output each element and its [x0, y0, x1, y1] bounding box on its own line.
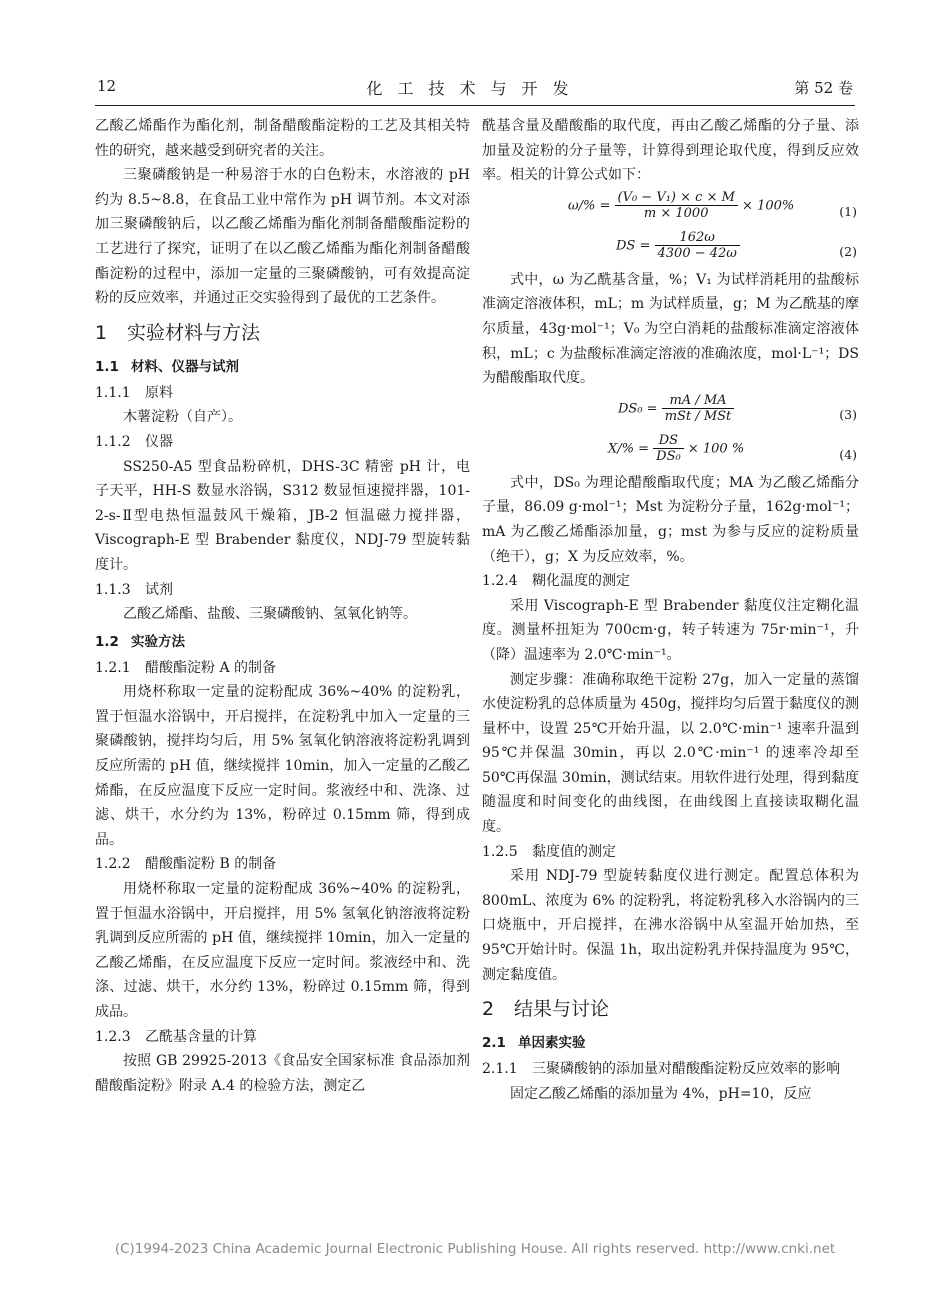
fraction [662, 393, 735, 425]
fraction [615, 190, 738, 222]
subsubsection-title: 试剂 [145, 581, 173, 598]
subsubsection-heading [482, 840, 859, 865]
subsubsection-title: 醋酸酯淀粉 B 的制备 [145, 856, 277, 873]
denominator: 4300 − 42ω [657, 245, 737, 261]
subsection-title: 材料、仪器与试剂 [131, 358, 239, 375]
numerator: 162ω [655, 230, 740, 246]
numerator: DS [653, 433, 684, 449]
subsubsection-title: 黏度值的测定 [532, 843, 616, 860]
equation-number: (4) [839, 446, 857, 462]
subsubsection-title: 原料 [145, 384, 173, 401]
right-column [482, 114, 859, 1106]
equation-number: (2) [839, 243, 857, 259]
paragraph: 式中，ω 为乙酰基含量，%；V₁ 为试样消耗用的盐酸标准滴定溶液体积，mL；m 为试样质量，g；M 为乙酰基的摩尔质量，43g·mol⁻¹；V₀ 为空白消耗的盐酸标准滴定溶液体积，mL；c 为盐酸标准滴定溶液的准确浓度，mol·L⁻¹；DS 为醋酸酯取代度。 [482, 271, 859, 387]
section-heading [482, 996, 859, 1022]
section-title: 实验材料与方法 [127, 321, 261, 344]
paragraph: 固定乙酸乙烯酯的添加量为 4%，pH=10，反应 [510, 1085, 812, 1102]
paragraph: 式中，DS₀ 为理论醋酸酯取代度；MA 为乙酸乙烯酯分子量，86.09 g·mol⁻¹；Mst 为淀粉分子量，162g·mol⁻¹；mA 为乙酸乙烯酯添加量，g；mst 为参与反应的淀粉质量（绝干），g；X 为反应效率，%。 [482, 474, 859, 565]
equation-lhs: DS = [616, 238, 651, 254]
denominator: m × 1000 [643, 205, 709, 221]
subsection-number: 1.2 [95, 633, 119, 650]
paragraph: 测定步骤：准确称取绝干淀粉 27g，加入一定量的蒸馏水使淀粉乳的总体质量为 450g，搅拌均匀后置于黏度仪的测量杯中，设置 25℃开始升温，以 2.0℃·min⁻¹ 速率升温到 95℃并保温 30min，再以 2.0℃·min⁻¹ 的速率冷却至 50℃再保温 30min，测试结束。用软件进行处理，得到黏度随温度和时间变化的曲线图，在曲线图上直接读取糊化温度。 [482, 671, 859, 836]
subsection-title: 单因素实验 [518, 1035, 586, 1052]
subsubsection-heading [95, 381, 470, 406]
paragraph: 酰基含量及醋酸酯的取代度，再由乙酸乙烯酯的分子量、添加量及淀粉的分子量等，计算得到理论取代度，得到反应效率。相关的计算公式如下： [482, 118, 859, 184]
subsection-heading [95, 355, 470, 379]
numerator: (V₀ − V₁) × c × M [615, 190, 738, 206]
equation-lhs: ω/% = [568, 198, 611, 214]
equation-number: (3) [839, 406, 857, 422]
equation-1 [482, 188, 859, 228]
section-number: 2 [482, 998, 495, 1021]
subsubsection-number: 1.2.2 [95, 856, 131, 873]
paragraph: 按照 GB 29925-2013《食品安全国家标准 食品添加剂醋酸酯淀粉》附录 A.4 的检验方法，测定乙 [95, 1053, 470, 1094]
paragraph: 乙酸乙烯酯、盐酸、三聚磷酸钠、氢氧化钠等。 [123, 606, 417, 623]
subsection-number: 1.1 [95, 358, 119, 375]
subsubsection-title: 三聚磷酸钠的添加量对醋酸酯淀粉反应效率的影响 [532, 1061, 840, 1078]
subsubsection-heading [482, 1057, 859, 1082]
subsubsection-number: 1.1.1 [95, 384, 131, 401]
subsubsection-heading [95, 656, 470, 681]
subsubsection-title: 仪器 [145, 433, 173, 450]
fraction [653, 433, 684, 465]
subsubsection-number: 2.1.1 [482, 1061, 518, 1078]
subsubsection-number: 1.1.2 [95, 433, 131, 450]
section-heading [95, 320, 470, 346]
equation-2 [482, 228, 859, 268]
paragraph: SS250-A5 型食品粉碎机，DHS-3C 精密 pH 计，电子天平，HH-S 数显水浴锅，S312 数显恒速搅拌器，101-2-s-Ⅱ型电热恒温鼓风干燥箱，JB-2 恒温磁力搅拌器，Viscograph-E 型 Brabender 黏度仪，NDJ-79 型旋转黏度计。 [95, 458, 470, 573]
subsection-heading [482, 1031, 859, 1055]
subsubsection-heading [95, 852, 470, 877]
section-title: 结果与讨论 [514, 998, 610, 1021]
subsubsection-heading [95, 578, 470, 603]
equation-tail: × 100% [742, 198, 795, 214]
equation-3 [482, 391, 859, 431]
subsection-title: 实验方法 [131, 633, 185, 650]
paragraph: 乙酸乙烯酯作为酯化剂，制备醋酸酯淀粉的工艺及其相关特性的研究，越来越受到研究者的关注。 [95, 118, 470, 159]
subsubsection-number: 1.2.4 [482, 573, 518, 590]
paragraph: 采用 Viscograph-E 型 Brabender 黏度仪注定糊化温度。测量杯扭矩为 700cm·g，转子转速为 75r·min⁻¹，升（降）温速率为 2.0℃·min⁻¹。 [482, 597, 859, 663]
equation-4 [482, 431, 859, 471]
subsection-heading [95, 630, 470, 654]
left-column [95, 114, 470, 1098]
section-number: 1 [95, 321, 108, 344]
subsubsection-number: 1.1.3 [95, 581, 131, 598]
equation-lhs: DS₀ = [618, 401, 658, 417]
subsubsection-title: 醋酸酯淀粉 A 的制备 [145, 659, 277, 676]
paragraph: 采用 NDJ-79 型旋转黏度仪进行测定。配置总体积为 800mL、浓度为 6% 的淀粉乳，将淀粉乳移入水浴锅内的三口烧瓶中，开启搅拌，在沸水浴锅中从室温开始加热，至 95℃开始计时。保温 1h，取出淀粉乳并保持温度为 95℃，测定黏度值。 [482, 868, 859, 983]
paragraph: 用烧杯称取一定量的淀粉配成 36%~40% 的淀粉乳，置于恒温水浴锅中，开启搅拌，在淀粉乳中加入一定量的三聚磷酸钠，搅拌均匀后，用 5% 氢氧化钠溶液将淀粉乳调到反应所需的 pH 值，继续搅拌 10min，加入一定量的乙酸乙烯酯，在反应温度下反应一定时间。浆液经中和、洗涤、过滤、烘干，水分约为 13%，粉碎过 0.15mm 筛，得到成品。 [95, 684, 470, 848]
subsubsection-number: 1.2.5 [482, 843, 518, 860]
subsubsection-title: 乙酰基含量的计算 [145, 1028, 257, 1045]
header-rule [95, 105, 855, 106]
numerator: mA / MA [662, 393, 735, 409]
page-number: 12 [97, 77, 117, 95]
journal-title: 化工技术与开发 [366, 79, 584, 98]
fraction [655, 230, 740, 262]
volume-label: 第 52 卷 [794, 79, 853, 97]
paragraph: 三聚磷酸钠是一种易溶于水的白色粉末，水溶液的 pH 约为 8.5~8.8，在食品工业中常作为 pH 调节剂。本文对添加三聚磷酸钠后，以乙酸乙烯酯为酯化剂制备醋酸酯淀粉的工艺进行了探究，证明了在以乙酸乙烯酯为酯化剂制备醋酸酯淀粉的过程中，添加一定量的三聚磷酸钠，可有效提高淀粉的反应效率，并通过正交实验得到了最优的工艺条件。 [95, 167, 470, 307]
subsubsection-heading [95, 1025, 470, 1050]
paragraph: 用烧杯称取一定量的淀粉配成 36%~40% 的淀粉乳，置于恒温水浴锅中，开启搅拌，用 5% 氢氧化钠溶液将淀粉乳调到反应所需的 pH 值，继续搅拌 10min，加入一定量的乙酸乙烯酯，在反应温度下反应一定时间。浆液经中和、洗涤、过滤、烘干，水分约 13%，粉碎过 0.15mm 筛，得到成品。 [95, 881, 470, 1020]
subsubsection-heading [482, 569, 859, 594]
equation-lhs: X/% = [608, 441, 650, 457]
equation-number: (1) [839, 203, 857, 219]
running-header [95, 77, 855, 103]
copyright-footer: (C)1994-2023 China Academic Journal Electronic Publishing House. All rights reserved. http://www.cnki.net [114, 1241, 836, 1257]
subsubsection-number: 1.2.1 [95, 659, 131, 676]
subsection-number: 2.1 [482, 1035, 506, 1052]
paragraph: 木薯淀粉（自产）。 [123, 409, 242, 426]
subsubsection-title: 糊化温度的测定 [532, 573, 630, 590]
denominator: mSt / MSt [664, 408, 732, 424]
equation-tail: × 100 % [687, 441, 745, 457]
subsubsection-number: 1.2.3 [95, 1028, 131, 1045]
denominator: DS₀ [656, 448, 681, 464]
subsubsection-heading [95, 430, 470, 455]
